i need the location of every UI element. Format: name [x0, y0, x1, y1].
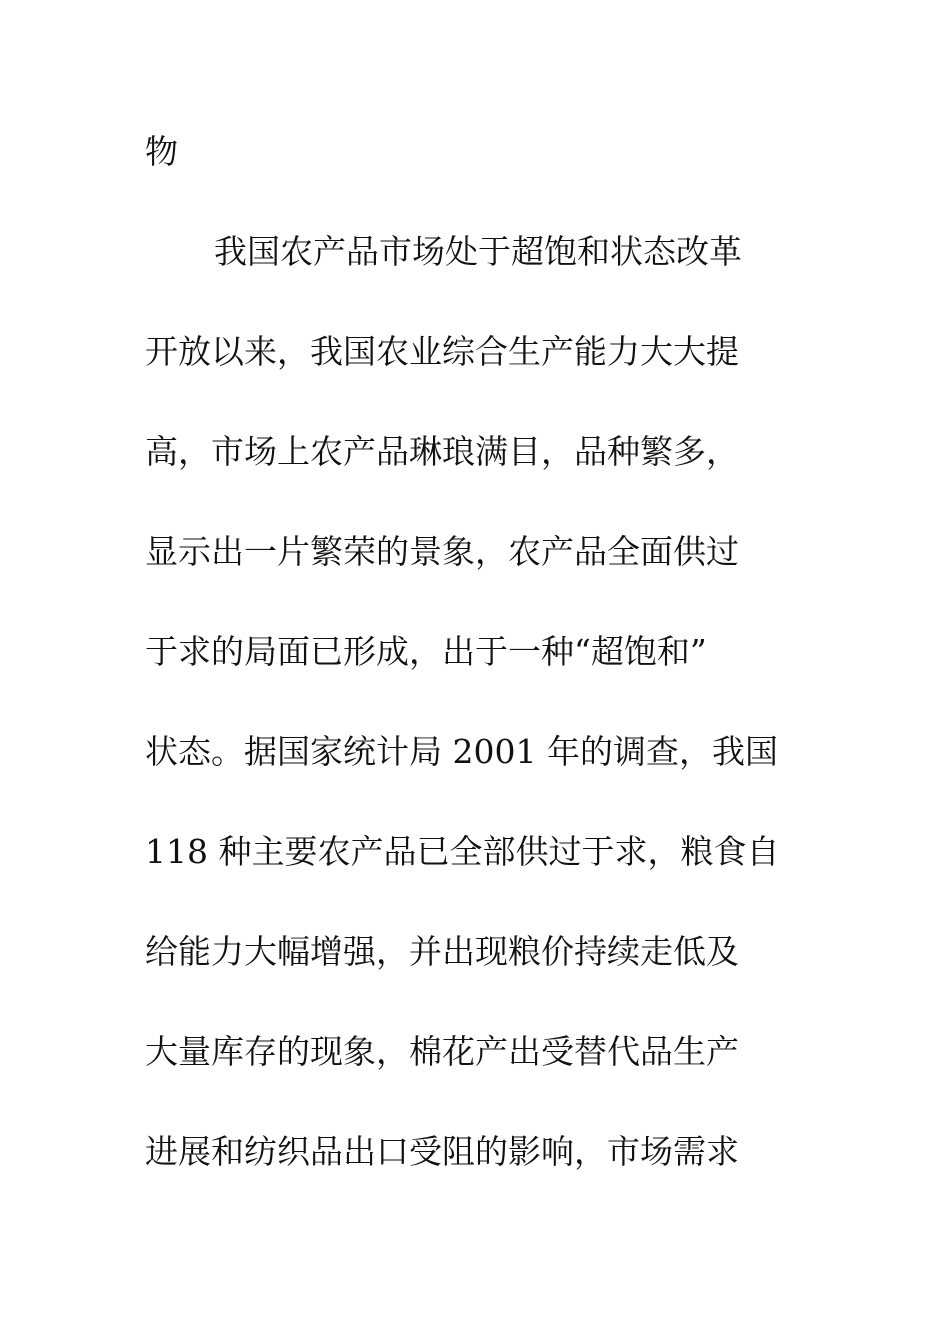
text-line: 进展和纺织品出口受阻的影响，市场需求 [145, 1132, 739, 1171]
text-line: 118 种主要农产品已全部供过于求，粮食自 [145, 832, 780, 871]
text-line: 于求的局面已形成，出于一种“超饱和” [145, 632, 707, 671]
text-line: 显示出一片繁荣的景象，农产品全面供过 [145, 532, 739, 571]
text-line: 高，市场上农产品琳琅满目，品种繁多， [145, 432, 739, 471]
paragraph-heading-line: 我国农产品市场处于超饱和状态改革 [214, 232, 742, 271]
text-line: 状态。据国家统计局 2001 年的调查，我国 [145, 732, 778, 771]
text-line: 大量库存的现象，棉花产出受替代品生产 [145, 1032, 739, 1071]
text-line: 给能力大幅增强，并出现粮价持续走低及 [145, 932, 739, 971]
text-line: 开放以来，我国农业综合生产能力大大提 [145, 332, 739, 371]
text-line: 物 [145, 132, 178, 171]
